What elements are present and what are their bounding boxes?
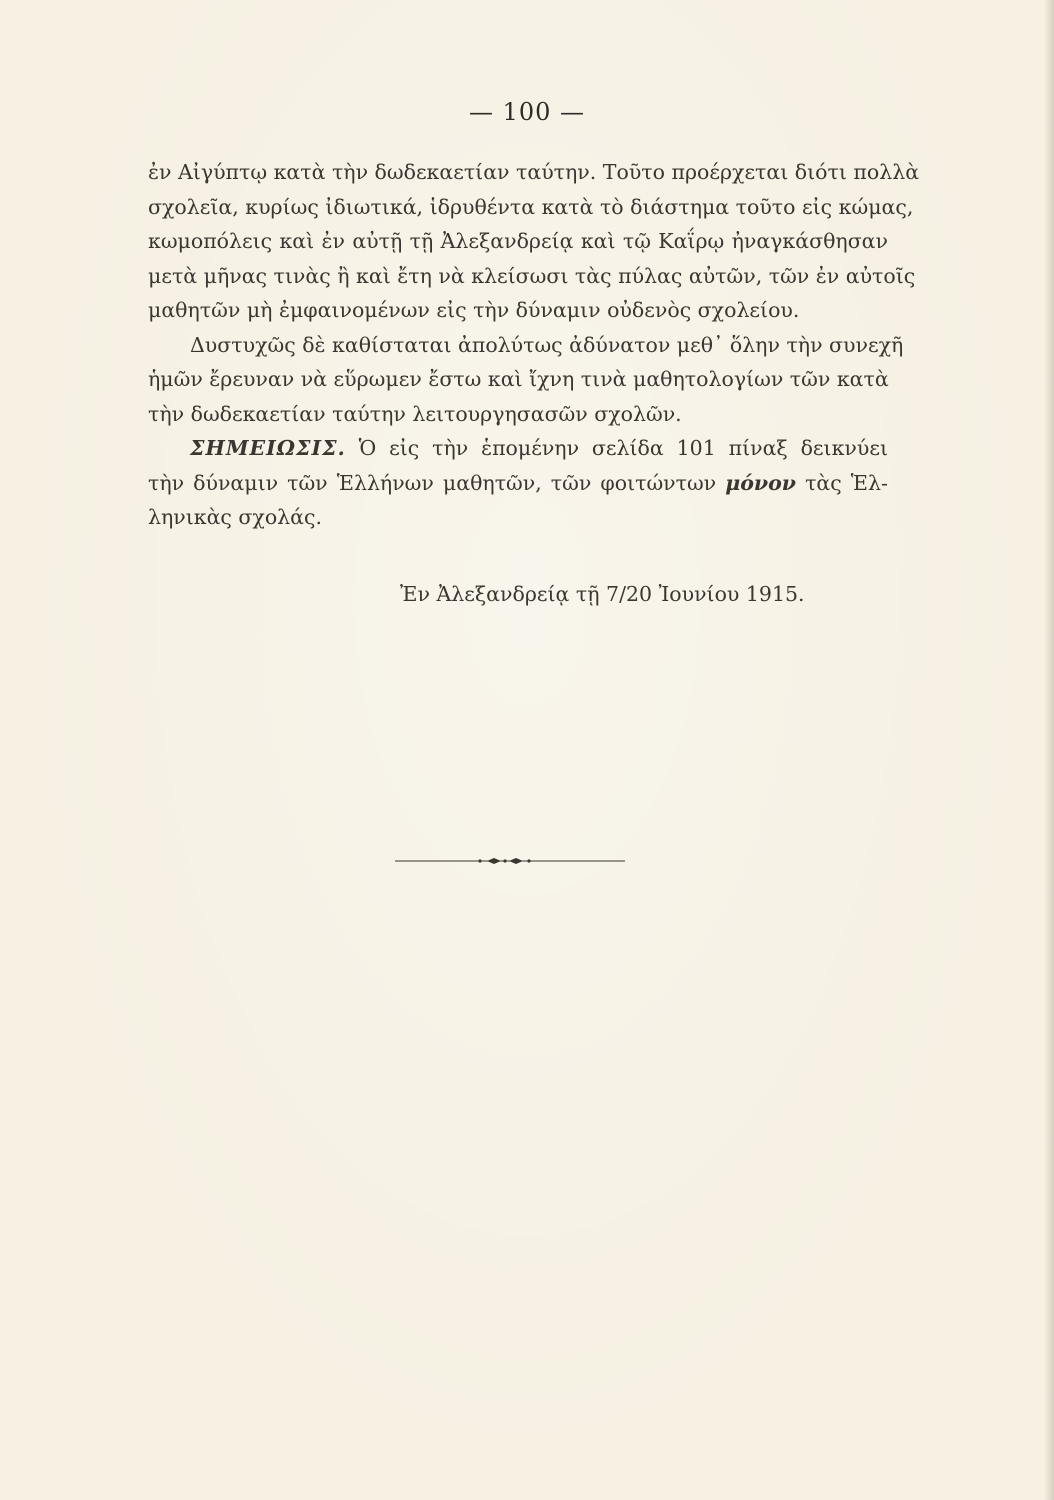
page-edge-shadow (1044, 0, 1054, 1500)
text-line: ἡμῶν ἔρευναν νὰ εὕρωμεν ἔστω καὶ ἴχνη τινὰ μαθητολογίων τῶν κατὰ (148, 367, 889, 391)
text-line: ἐν Αἰγύπτῳ κατὰ τὴν δωδεκαετίαν ταύτην. Τοῦτο προέρχεται διότι πολλὰ (148, 160, 920, 184)
note-line (148, 466, 888, 501)
note-text: Ὁ εἰς τὴν ἑπομένην σελίδα 101 πίναξ δεικνύει (358, 436, 888, 460)
note-label: ΣΗΜΕΙΩΣΙΣ. (190, 436, 346, 460)
place-date-signoff: Ἐν Ἀλεξανδρείᾳ τῇ 7/20 Ἰουνίου 1915. (400, 582, 805, 606)
text-line: Δυστυχῶς δὲ καθίσταται ἀπολύτως ἀδύνατον μεθ᾽ ὅλην τὴν συνεχῆ (190, 332, 904, 357)
text-line: σχολεῖα, κυρίως ἰδιωτικά, ἱδρυθέντα κατὰ τὸ διάστημα τοῦτο εἰς κώμας, (148, 194, 914, 219)
note-text: τὴν δύναμιν τῶν Ἑλλήνων μαθητῶν, τῶν φοιτώντων (148, 470, 717, 495)
note-line (148, 431, 888, 466)
text-line: κωμοπόλεις καὶ ἐν αὐτῇ τῇ Ἀλεξανδρείᾳ καὶ τῷ Καΐρῳ ἠναγκάσθησαν (148, 229, 888, 253)
note-text: τὰς Ἑλ- (805, 470, 888, 495)
page-number: — 100 — (468, 98, 586, 126)
text-line: τὴν δωδεκαετίαν ταύτην λειτουργησασῶν σχολῶν. (148, 401, 682, 426)
ornament-divider (395, 855, 625, 867)
note-emphasis: μόνον (725, 470, 797, 495)
note-line: ληνικὰς σχολάς. (148, 505, 323, 529)
body-text (148, 155, 920, 535)
text-line: μαθητῶν μὴ ἐμφαινομένων εἰς τὴν δύναμιν οὐδενὸς σχολείου. (148, 298, 800, 322)
text-line: μετὰ μῆνας τινὰς ἢ καὶ ἔτη νὰ κλείσωσι τὰς πύλας αὐτῶν, τῶν ἐν αὐτοῖς (148, 263, 916, 288)
